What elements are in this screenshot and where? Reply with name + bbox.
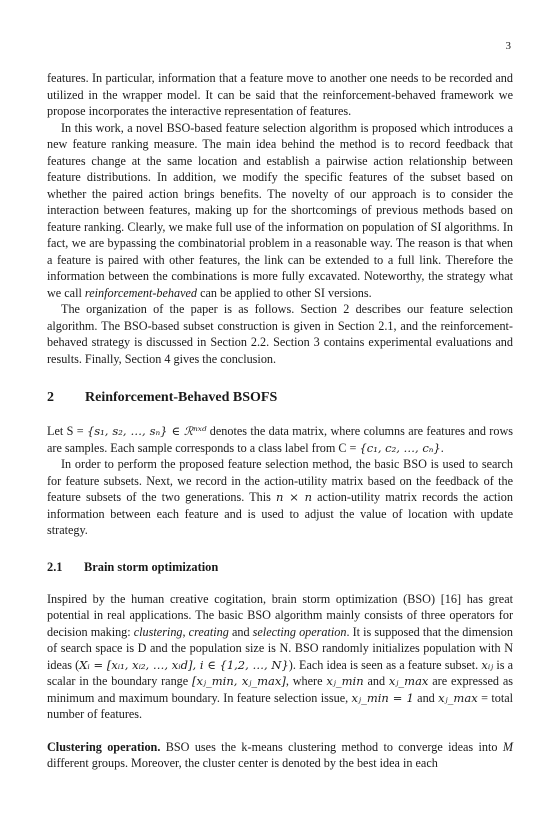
s21p1-math-4: xⱼ_min [326,674,364,688]
section-2-title: Reinforcement-Behaved BSOFS [85,390,278,405]
intro-paragraph-2 [47,120,513,302]
section-2-1-heading [47,559,513,575]
section-2-1-title: Brain storm optimization [84,559,219,574]
s21p1-k: = total number of features. [47,690,514,721]
s2p1-c: . [440,440,444,455]
s21p1-math-5: xⱼ_max [388,674,429,688]
section-2-number: 2 [47,390,54,405]
s21p2-math: M [502,739,513,754]
s21p1-f: is a scalar in the boundary range [47,657,513,688]
s2p2-a: In order to perform the proposed feature selection method, the basic BSO is used to search for feature subsets. Next, we record in the action-utility matrix based on the feedback of the feature subsets of the two generations. This [47,457,513,504]
intro-paragraph-1 [47,70,513,120]
page-body [47,70,513,772]
section-2-1-number: 2.1 [47,559,63,574]
s21p1-j: and [413,690,439,705]
s21p1-e: ). Each idea is seen as a feature subset. [288,657,482,672]
s21p1-a: Inspired by the human creative cogitation, brain storm optimization (BSO) [16] has great potential in real applications. The basic BSO algorithm mainly consists of three operators for decision making: [47,591,513,639]
s21p2-b: different groups. Moreover, the cluster center is denoted by the best idea in each [47,756,438,770]
s2p1-math-2: {c₁, c₂, …, cₙ} [359,440,441,455]
s2p1-a: Let S = [47,424,87,438]
s21p1-italic-1: clustering [133,624,183,639]
intro-p2-text: In this work, a novel BSO-based feature selection algorithm is proposed which introduces a new feature ranking measure. The main idea behind the method is to record feedback that features change at the same location and establish a pairwise action relationship between feature distributions. In addition, we modify the specific features of the subset based on whether the paired action brings benefits. The novelty of our approach is to consider the interaction between features, making up for the shortcomings of previous methods based on feature ranking. Clearly, we make full use of the information on population of SI algorithms. In fact, we are bypassing the combinatorial problem in a reasonable way. The reason is that when a feature is paired with other features, the link can be extended to a full link. Therefore the information between the combinations is more fully excavated. Noteworthy, the strategy what we call [47,120,513,300]
s2p1-b: denotes the data matrix, where columns are features and rows are samples. Each sample corresponds to a class label from C = [47,424,513,455]
s21p1-d: . It is supposed that the dimension of search space is D and the population size is N. BSO randomly initializes population with N ideas ( [47,624,513,672]
s2p2-math: n × n [276,490,312,504]
s21p1-i: are expressed as minimum and maximum boundary. In feature selection issue, [47,674,513,705]
intro-p2-italic: reinforcement-behaved [84,285,198,300]
s2p2-b: action-utility matrix records the action information between each feature and is used to adjust the value of location with update strategy. [47,490,513,537]
s21p1-math-1: Xᵢ = [xᵢ₁, xᵢ₂, …, xᵢd], i ∈ {1,2, …, N} [79,657,289,672]
intro-p1-text: features. In particular, information that a feature move to another one needs to be recorded and utilized in the wrapper model. It can be said that the reinforcement-behaved framework we propose incorporates the interactive representation of features. [47,71,513,118]
page-number: 3 [505,40,511,52]
intro-paragraph-3 [47,301,513,367]
s21p1-b: , [182,624,189,639]
section-2-heading [47,389,513,407]
s21p2-a: BSO uses the k-means clustering method to converge ideas into [160,739,503,754]
s21p1-italic-3: selecting operation [252,624,347,639]
s2p1-math-1: {s₁, s₂, …, sₙ} ∈ ℛⁿˣᵈ [86,424,207,438]
intro-p2-end: can be applied to other SI versions. [197,285,372,300]
s21p1-math-6: xⱼ_min = 1 [351,690,414,705]
s21p1-c: and [228,624,253,639]
section-2-paragraph-2 [47,456,513,539]
intro-p3-text: The organization of the paper is as follows. Section 2 describes our feature selection algorithm. The BSO-based subset construction is given in Section 2.1, and the reinforcement-behaved strategy is discussed in Section 2.2. Section 3 contains experimental evaluations and results. Finally, Section 4 gives the conclusion. [47,302,513,366]
section-2-paragraph-1 [47,423,513,456]
s21p1-math-3: [xⱼ_min, xⱼ_max] [192,674,286,688]
clustering-run-in-heading: Clustering operation. [47,739,161,754]
s21p1-math-2: xᵢⱼ [481,657,494,672]
s21p1-g: , where [285,674,327,688]
s21p1-math-7: xⱼ_max [438,690,478,705]
s21p1-h: and [363,674,389,688]
section-2-1-paragraph-1 [47,591,513,723]
clustering-paragraph [47,739,513,772]
s21p1-italic-2: creating [188,624,229,639]
